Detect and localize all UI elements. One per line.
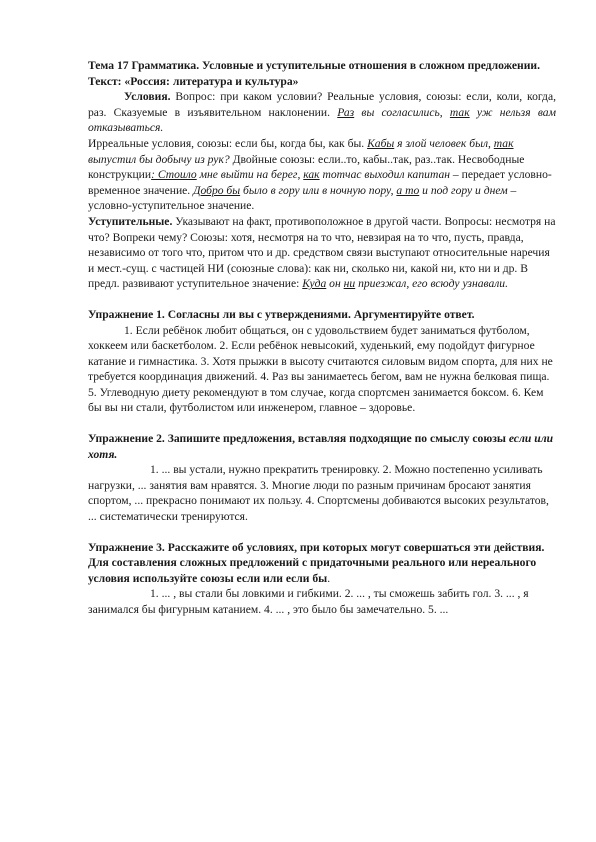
text-heading: Текст: «Россия: литература и культура» xyxy=(88,74,299,88)
example-text: выпустил бы добычу из рук? xyxy=(88,152,230,166)
example-conjunction: Куда xyxy=(302,277,327,291)
example-conjunction: так xyxy=(493,136,514,150)
example-text: приезжал, его всюду узнавали. xyxy=(355,277,509,291)
exercise-2-heading xyxy=(88,431,556,462)
example-text: вы согласились, xyxy=(354,105,450,119)
spacer xyxy=(88,525,556,540)
example-text: он xyxy=(326,277,344,291)
exercise-1-heading: Упражнение 1. Согласны ли вы с утверждениями. Аргументируйте ответ. xyxy=(88,307,475,321)
example-text: мне выйти на берег, xyxy=(196,168,304,182)
exercise-2-body: 1. ... вы устали, нужно прекратить тренировку. 2. Можно постепенно усиливать нагрузки, ... занятия вам нравятся. 3. Многие люди по разным причинам бросают занятия спортом, ... прекрасно понимают их пользу. 4. Спортсмены добиваются высоких результатов, ... систематически тренируются. xyxy=(88,463,549,524)
example-conjunction: : Стоило xyxy=(151,168,197,182)
meaning-text: – условно-уступительное значение. xyxy=(88,183,517,213)
example-text: я злой человек был, xyxy=(394,136,494,150)
concessive-paragraph xyxy=(88,214,556,292)
exercise-3-body: 1. ... , вы стали бы ловкими и гибкими. 2. ... , ты сможешь забить гол. 3. ... , я занимался бы фигурным катанием. 4. ... , это было бы замечательно. 5. ... xyxy=(88,587,529,616)
conditions-paragraph xyxy=(88,89,556,136)
example-conjunction: Добро бы xyxy=(193,183,241,197)
example-text: уж нельзя вам отказываться. xyxy=(88,105,556,135)
example-conjunction: ни xyxy=(343,277,356,291)
example-conjunction: как xyxy=(303,168,320,182)
example-text: и под гору и днем xyxy=(419,183,508,197)
exercise-2-heading-text: Упражнение 2. Запишите предложения, вставляя подходящие по смыслу союзы xyxy=(88,432,509,446)
unreal-conditions-text: Ирреальные условия, союзы: если бы, когда бы, как бы. xyxy=(88,136,365,150)
concessive-label: Уступительные. xyxy=(88,214,173,228)
concessive-text: Указывают на факт, противоположное в другой части. Вопросы: несмотря на что? Вопреки чему? Союзы: хотя, несмотря на то что, невзирая на то что, пусть, правда, независимо от того что, притом что и др. средством связи выступают относительные наречия и мест.-сущ. с частицей НИ (союзные слова): как ни, сколько ни, какой ни, кто ни и др. В предл. развивают уступительное значение: xyxy=(88,214,556,291)
conditions-text: Вопрос: при каком условии? Реальные условия, союзы: если, коли, когда, раз. Сказуемые в изъявительном наклонении. xyxy=(88,90,556,119)
document-title: Тема 17 Грамматика. Условные и уступительные отношения в сложном предложении. xyxy=(88,59,540,72)
document-page xyxy=(88,58,556,618)
example-conjunction: так xyxy=(449,105,470,119)
meaning-text: – передает условно-временное значение. xyxy=(88,168,552,197)
unreal-conditions-paragraph xyxy=(88,136,556,214)
example-conjunction: Кабы xyxy=(367,136,395,150)
exercise-3-heading-end: . xyxy=(327,571,331,585)
example-conjunction: Раз xyxy=(337,105,355,119)
double-conjunctions-text: Двойные союзы: если..то, кабы..так, раз..так. Несвободные конструкции xyxy=(88,152,525,182)
example-conjunction: а то xyxy=(396,183,420,197)
exercise-2-conjunctions: если или хотя. xyxy=(88,432,554,461)
example-text: было в гору или в ночную пору, xyxy=(240,183,397,197)
example-text: тотчас выходил капитан xyxy=(319,168,451,182)
exercise-3-heading-text: Упражнение 3. Расскажите об условиях, при которых могут совершаться эти действия. Для составления сложных предложений с придаточными реального или нереального условия используйте союзы если или если бы xyxy=(88,540,545,585)
conditions-label: Условия. xyxy=(124,90,171,104)
spacer xyxy=(88,292,556,307)
exercise-1-body: 1. Если ребёнок любит общаться, он с удовольствием будет заниматься футболом, хоккеем или баскетболом. 2. Если ребёнок невысокий, худенький, ему подойдут фигурное катание и гимнастика. 3. Хотя прыжки в высоту считаются силовым видом спорта, для них не требуется координация движений. 4. Раз вы занимаетесь бегом, вам не нужна белковая пища. 5. Углеводную диету рекомендуют в том случае, когда спортсмен занимается боксом. 6. Кем бы вы ни стали, футболистом или инженером, главное – здоровье. xyxy=(88,323,553,415)
exercise-3-heading xyxy=(88,540,556,587)
spacer xyxy=(88,416,556,431)
